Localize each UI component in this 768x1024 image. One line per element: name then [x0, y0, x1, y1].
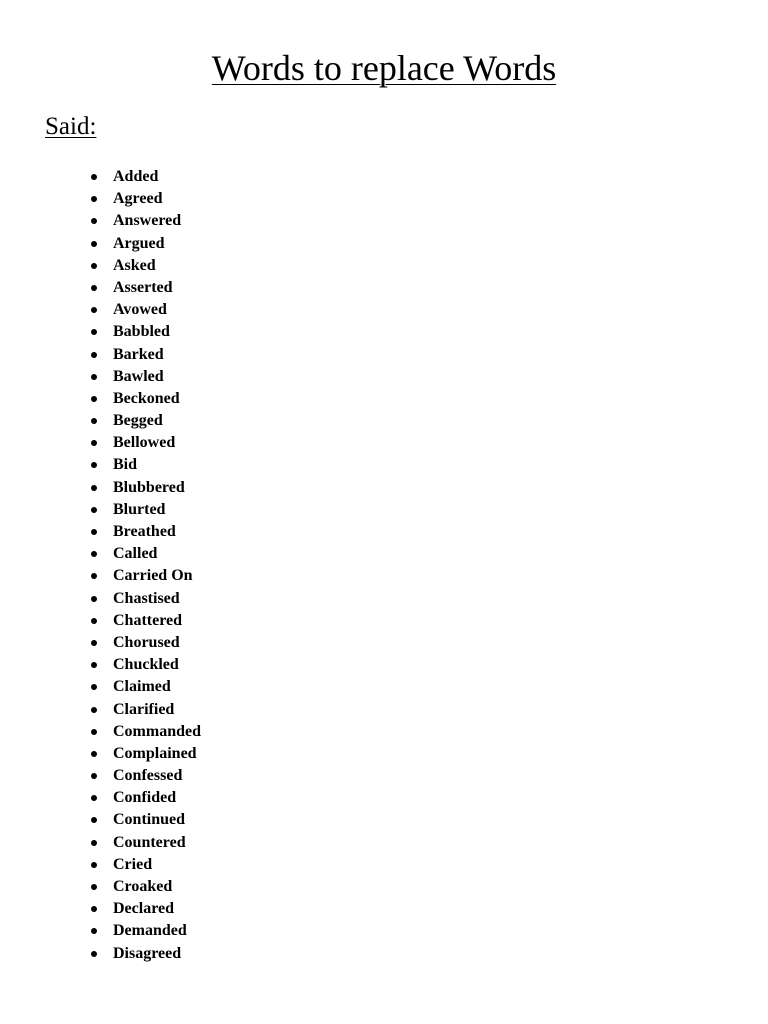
bullet-icon	[91, 573, 97, 579]
list-item	[113, 521, 201, 543]
list-item	[113, 210, 201, 232]
bullet-icon	[91, 817, 97, 823]
list-item	[113, 854, 201, 876]
bullet-icon	[91, 640, 97, 646]
bullet-icon	[91, 307, 97, 313]
bullet-icon	[91, 418, 97, 424]
list-item-text: Clarified	[113, 700, 175, 718]
bullet-icon	[91, 862, 97, 868]
list-item-text: Chuckled	[113, 656, 179, 674]
list-item	[113, 388, 201, 410]
list-item-text: Added	[113, 168, 159, 185]
list-item-text: Croaked	[113, 878, 173, 895]
bullet-icon	[91, 729, 97, 735]
list-item	[113, 832, 201, 854]
list-item	[113, 299, 201, 321]
list-item-text: Countered	[113, 833, 186, 851]
list-item-text: Chorused	[113, 633, 180, 651]
bullet-icon	[91, 596, 97, 602]
list-item-text: Asserted	[113, 278, 173, 296]
bullet-icon	[91, 906, 97, 912]
bullet-icon	[91, 196, 97, 202]
bullet-icon	[91, 374, 97, 380]
list-item-text: Chastised	[113, 589, 180, 607]
bullet-icon	[91, 396, 97, 402]
list-item	[113, 943, 201, 965]
list-item-text: Answered	[113, 212, 182, 230]
bullet-icon	[91, 529, 97, 535]
list-item	[113, 477, 201, 499]
list-item-text: Complained	[113, 744, 197, 762]
bullet-icon	[91, 951, 97, 957]
bullet-icon	[91, 174, 97, 180]
bullet-icon	[91, 551, 97, 557]
list-item-text: Blubbered	[113, 478, 185, 496]
section-heading: Said:	[45, 113, 97, 140]
bullet-icon	[91, 462, 97, 468]
list-item-text: Blurted	[113, 500, 166, 518]
bullet-icon	[91, 218, 97, 224]
word-list	[113, 166, 201, 965]
list-item	[113, 166, 201, 188]
list-item	[113, 432, 201, 454]
list-item-text: Confided	[113, 789, 177, 807]
list-item-text: Agreed	[113, 190, 163, 208]
list-item-text: Claimed	[113, 678, 171, 696]
list-item	[113, 699, 201, 721]
bullet-icon	[91, 662, 97, 668]
list-item	[113, 344, 201, 366]
list-item-text: Cried	[113, 855, 153, 873]
list-item-text: Carried On	[113, 567, 193, 585]
bullet-icon	[91, 241, 97, 247]
list-item-text: Asked	[113, 256, 156, 274]
bullet-icon	[91, 795, 97, 801]
list-item-text: Declared	[113, 900, 175, 918]
bullet-icon	[91, 263, 97, 269]
bullet-icon	[91, 329, 97, 335]
list-item-text: Demanded	[113, 922, 187, 940]
bullet-icon	[91, 773, 97, 779]
list-item	[113, 454, 201, 476]
bullet-icon	[91, 684, 97, 690]
list-item	[113, 366, 201, 388]
list-item-text: Breathed	[113, 523, 176, 540]
list-item	[113, 809, 201, 831]
bullet-icon	[91, 440, 97, 446]
list-item	[113, 632, 201, 654]
list-item-text: Avowed	[113, 301, 167, 319]
bullet-icon	[91, 707, 97, 713]
list-item	[113, 743, 201, 765]
list-item-text: Begged	[113, 412, 163, 430]
list-item-text: Confessed	[113, 767, 183, 785]
list-item	[113, 499, 201, 521]
bullet-icon	[91, 485, 97, 491]
list-item	[113, 721, 201, 743]
list-item	[113, 188, 201, 210]
bullet-icon	[91, 884, 97, 890]
list-item	[113, 920, 201, 942]
page-title	[0, 44, 768, 92]
bullet-icon	[91, 751, 97, 757]
list-item-text: Commanded	[113, 722, 202, 740]
bullet-icon	[91, 928, 97, 934]
list-item-text: Beckoned	[113, 389, 180, 407]
list-item	[113, 233, 201, 255]
list-item	[113, 321, 201, 343]
list-item-text: Continued	[113, 811, 186, 829]
list-item	[113, 676, 201, 698]
list-item	[113, 277, 201, 299]
list-item	[113, 610, 201, 632]
bullet-icon	[91, 352, 97, 358]
list-item-text: Argued	[113, 234, 165, 252]
page-title-text: Words to replace Words	[211, 48, 557, 88]
bullet-icon	[91, 618, 97, 624]
list-item	[113, 765, 201, 787]
list-item-text: Bellowed	[113, 434, 176, 452]
list-item	[113, 654, 201, 676]
bullet-icon	[91, 840, 97, 846]
bullet-icon	[91, 285, 97, 291]
bullet-icon	[91, 507, 97, 513]
list-item	[113, 588, 201, 610]
list-item	[113, 876, 201, 898]
list-item-text: Chattered	[113, 611, 183, 629]
list-item-text: Bid	[113, 456, 138, 474]
list-item	[113, 898, 201, 920]
list-item	[113, 255, 201, 277]
list-item-text: Called	[113, 545, 158, 563]
list-item-text: Disagreed	[113, 944, 182, 962]
list-item-text: Barked	[113, 345, 164, 363]
list-item	[113, 565, 201, 587]
list-item-text: Bawled	[113, 367, 164, 385]
list-item	[113, 787, 201, 809]
list-item	[113, 543, 201, 565]
list-item-text: Babbled	[113, 323, 170, 341]
list-item	[113, 410, 201, 432]
